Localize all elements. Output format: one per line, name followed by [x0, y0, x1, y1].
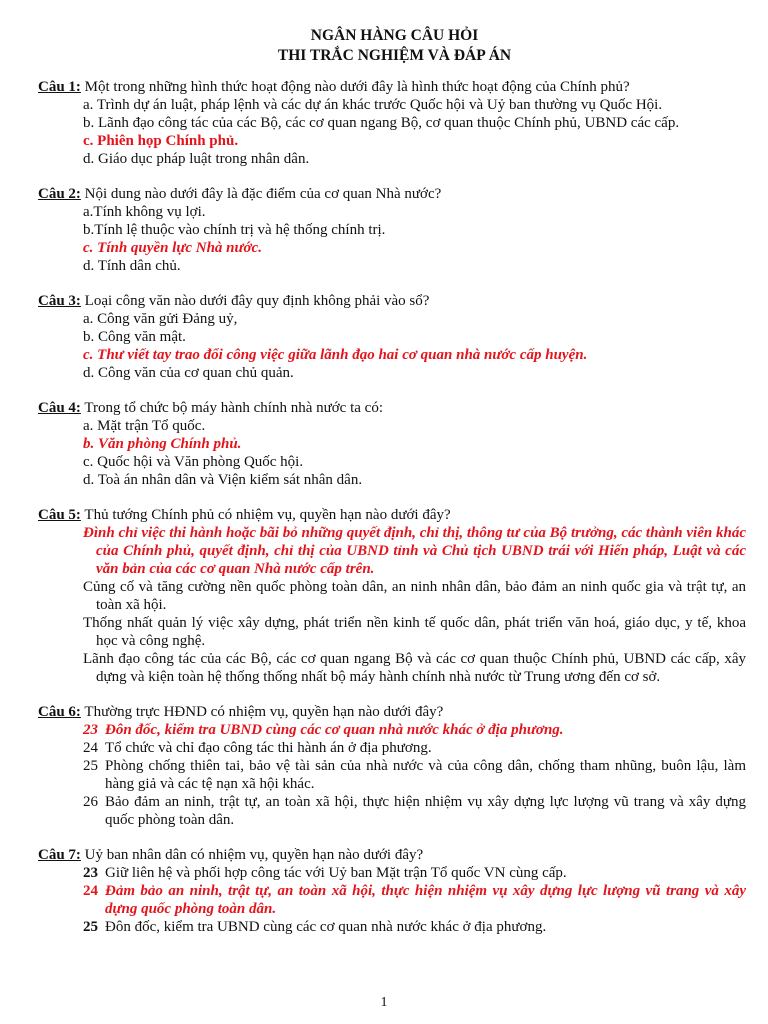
question-2-option-a: a.Tính không vụ lợi.	[83, 204, 206, 220]
question-7-stem	[38, 846, 746, 864]
question-7	[38, 846, 746, 936]
question-5-option-1-answer: Đình chỉ việc thi hành hoặc bãi bỏ những quyết định, chỉ thị, thông tư của Bộ trưởng, các thành viên khác của Chính phủ, quyết định, chỉ thị của UBND tỉnh và Chủ tịch UBND trái với Hiến pháp, Luật và các văn bản của các cơ quan Nhà nước cấp trên.	[83, 525, 746, 577]
question-1	[38, 78, 746, 168]
question-4-option-a: a. Mặt trận Tổ quốc.	[83, 418, 206, 434]
question-4-option-d: d. Toà án nhân dân và Viện kiểm sát nhân dân.	[83, 472, 363, 488]
option-number: 24	[83, 740, 98, 756]
question-7-option-25	[83, 918, 746, 936]
question-6-option-25	[83, 757, 746, 793]
question-5-option-4: Lãnh đạo công tác của các Bộ, các cơ quan ngang Bộ và các cơ quan thuộc Chính phủ, UBND các cấp, xây dựng và kiện toàn hệ thống thống nhất bộ máy hành chính nhà nước từ Trung ương đến cơ sở.	[83, 651, 746, 685]
option-text: Đôn đốc, kiểm tra UBND cùng các cơ quan nhà nước khác ở địa phương.	[105, 919, 547, 935]
question-1-option-d: d. Giáo dục pháp luật trong nhân dân.	[83, 151, 310, 167]
question-1-label: Câu 1:	[38, 79, 81, 95]
question-3-label: Câu 3:	[38, 293, 81, 309]
option-number: 26	[83, 794, 98, 810]
question-3-option-d: d. Công văn của cơ quan chủ quản.	[83, 365, 294, 381]
question-5-text: Thủ tướng Chính phủ có nhiệm vụ, quyền hạn nào dưới đây?	[80, 507, 451, 523]
question-2-text: Nội dung nào dưới đây là đặc điểm của cơ quan Nhà nước?	[80, 186, 442, 202]
question-2	[38, 185, 746, 275]
question-2-stem	[38, 185, 746, 203]
question-6-label: Câu 6:	[38, 704, 81, 720]
question-1-option-c-answer: c. Phiên họp Chính phủ.	[83, 133, 239, 149]
question-2-option-c-answer: c. Tính quyền lực Nhà nước.	[83, 240, 262, 256]
question-4-label: Câu 4:	[38, 400, 81, 416]
question-4-text: Trong tổ chức bộ máy hành chính nhà nước ta có:	[80, 400, 383, 416]
option-number: 25	[83, 919, 98, 935]
question-3-option-b: b. Công văn mật.	[83, 329, 186, 345]
question-6-stem	[38, 703, 746, 721]
document-title-line-2: THI TRẮC NGHIỆM VÀ ĐÁP ÁN	[277, 47, 512, 64]
option-text: Giữ liên hệ và phối hợp công tác với Uỷ ban Mặt trận Tổ quốc VN cùng cấp.	[105, 865, 567, 881]
question-5-option-2: Củng cố và tăng cường nền quốc phòng toàn dân, an ninh nhân dân, bảo đảm an ninh quốc gia và trật tự, an toàn xã hội.	[83, 579, 746, 613]
question-5-stem	[38, 506, 746, 524]
document-header	[83, 26, 746, 66]
question-1-option-a: a. Trình dự án luật, pháp lệnh và các dự án khác trước Quốc hội và Uỷ ban thường vụ Quốc Hội.	[83, 97, 663, 113]
question-4-option-b-answer: b. Văn phòng Chính phủ.	[83, 436, 242, 452]
question-5-option-3: Thống nhất quản lý việc xây dựng, phát triển nền kinh tế quốc dân, phát triển văn hoá, giáo dục, y tế, khoa học và công nghệ.	[83, 615, 746, 649]
question-3-text: Loại công văn nào dưới đây quy định không phải vào sổ?	[80, 293, 430, 309]
option-text: Bảo đảm an ninh, trật tự, an toàn xã hội, thực hiện nhiệm vụ xây dựng lực lượng vũ trang và xây dựng quốc phòng toàn dân.	[105, 794, 746, 828]
question-3-option-c-answer: c. Thư viết tay trao đổi công việc giữa lãnh đạo hai cơ quan nhà nước cấp huyện.	[83, 347, 588, 363]
question-6	[38, 703, 746, 829]
question-4-option-c: c. Quốc hội và Văn phòng Quốc hội.	[83, 454, 304, 470]
option-number: 23	[83, 722, 98, 738]
question-1-stem	[38, 78, 746, 96]
question-3-stem	[38, 292, 746, 310]
question-5-label: Câu 5:	[38, 507, 81, 523]
question-4-stem	[38, 399, 746, 417]
option-number: 23	[83, 865, 98, 881]
question-1-option-b: b. Lãnh đạo công tác của các Bộ, các cơ quan ngang Bộ, cơ quan thuộc Chính phủ, UBND các cấp.	[83, 115, 680, 131]
document-title-line-1: NGÂN HÀNG CÂU HỎI	[310, 27, 479, 44]
option-number: 25	[83, 758, 98, 774]
question-2-label: Câu 2:	[38, 186, 81, 202]
option-text: Đôn đốc, kiểm tra UBND cùng các cơ quan nhà nước khác ở địa phương.	[105, 722, 564, 738]
page-number: 1	[380, 995, 388, 1010]
question-4	[38, 399, 746, 489]
option-text: Tổ chức và chỉ đạo công tác thi hành án ở địa phương.	[105, 740, 432, 756]
question-6-text: Thường trực HĐND có nhiệm vụ, quyền hạn nào dưới đây?	[80, 704, 444, 720]
question-3	[38, 292, 746, 382]
question-6-option-23-answer	[83, 721, 746, 739]
question-2-option-b: b.Tính lệ thuộc vào chính trị và hệ thống chính trị.	[83, 222, 386, 238]
question-5	[38, 506, 746, 686]
question-7-option-24-answer	[83, 882, 746, 918]
option-number: 24	[83, 883, 98, 899]
question-7-option-23	[83, 864, 746, 882]
question-7-text: Uỷ ban nhân dân có nhiệm vụ, quyền hạn nào dưới đây?	[80, 847, 424, 863]
question-2-option-d: d. Tính dân chủ.	[83, 258, 181, 274]
question-3-option-a: a. Công văn gửi Đảng uỷ,	[83, 311, 238, 327]
option-text: Đảm bảo an ninh, trật tự, an toàn xã hội, thực hiện nhiệm vụ xây dựng lực lượng vũ trang và xây dựng quốc phòng toàn dân.	[105, 883, 746, 917]
question-6-option-24	[83, 739, 746, 757]
question-1-text: Một trong những hình thức hoạt động nào dưới đây là hình thức hoạt động của Chính phủ?	[80, 79, 630, 95]
question-7-label: Câu 7:	[38, 847, 81, 863]
option-text: Phòng chống thiên tai, bảo vệ tài sản của nhà nước và của công dân, chống tham nhũng, buôn lậu, làm hàng giả và các tệ nạn xã hội khác.	[105, 758, 746, 792]
question-6-option-26	[83, 793, 746, 829]
